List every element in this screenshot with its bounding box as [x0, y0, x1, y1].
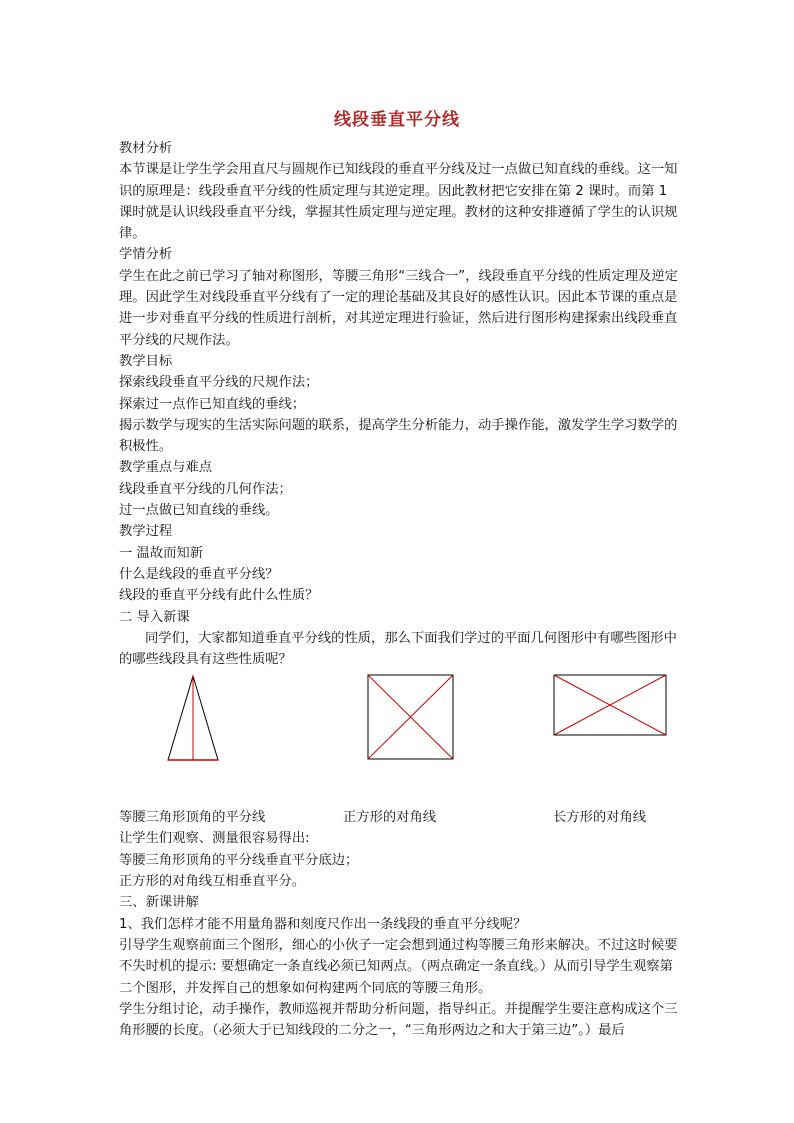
section-heading-process: 教学过程 — [119, 524, 173, 540]
page-title: 线段垂直平分线 — [334, 110, 460, 130]
part2-paragraph: 同学们，大家都知道垂直平分线的性质，那么下面我们学过的平面几何图形中有哪些图形中的哪些线段具有这些性质呢？ — [119, 630, 677, 668]
student-paragraph: 学生在此之前已学习了轴对称图形，等腰三角形“三线合一”，线段垂直平分线的性质定理及逆定理。因此学生对线段垂直平分线有了一定的理论基础及其良好的感性认识。因此本节课的重点是进一步对垂直平分线的性质进行剖析，对其逆定理进行验证，然后进行图形构建探索出线段垂直平分线的尺规作法。 — [119, 268, 678, 348]
observe-item: 正方形的对角线互相垂直平分。 — [119, 874, 306, 890]
square-figure — [367, 674, 455, 762]
observe-item: 等腰三角形顶角的平分线垂直平分底边； — [119, 852, 359, 868]
section-heading-analysis: 教材分析 — [119, 141, 173, 156]
section-heading-goals: 教学目标 — [119, 353, 173, 369]
section-heading-keypoints: 教学重点与难点 — [119, 460, 213, 476]
caption-triangle: 等腰三角形顶角的平分线 — [119, 810, 266, 826]
part3-paragraph: 引导学生观察前面三个图形，细心的小伙子一定会想到通过构等腰三角形来解决。不过这时候要不失时机的提示: 要想确定一条直线必须已知两点。（两点确定一条直线。）从而引导学生观察第二个图形，并发挥自己的想象如何构建两个同底的等腰三角形。 — [119, 937, 678, 996]
keypoint-item: 过一点做已知直线的垂线。 — [119, 503, 279, 519]
caption-square: 正方形的对角线 — [343, 810, 437, 826]
part1-question: 线段的垂直平分线有此什么性质？ — [119, 588, 319, 604]
part1-heading: 一 温故而知新 — [119, 545, 204, 561]
section-heading-student: 学情分析 — [119, 247, 173, 263]
analysis-paragraph: 本节课是让学生学会用直尺与圆规作已知线段的垂直平分线及过一点做已知直线的垂线。这一知识的原理是：线段垂直平分线的性质定理与其逆定理。因此教材把它安排在第 2 课时。而第 1 课时就是认识线段垂直平分线，掌握其性质定理与逆定理。教材的这种安排遵循了学生的认识规律。 — [119, 162, 678, 242]
part3-heading: 三、新课讲解 — [119, 895, 199, 911]
caption-rectangle: 长方形的对角线 — [553, 810, 647, 826]
goal-item: 揭示数学与现实的生活实际问题的联系，提高学生分析能力，动手操作能，激发学生学习数学的积极性。 — [119, 417, 678, 455]
rectangle-figure — [553, 674, 669, 738]
part1-question: 什么是线段的垂直平分线？ — [119, 566, 279, 582]
part3-question: 1、我们怎样才能不用量角器和刻度尺作出一条线段的垂直平分线呢？ — [119, 916, 527, 932]
keypoint-item: 线段垂直平分线的几何作法； — [119, 481, 292, 497]
part3-paragraph: 学生分组讨论，动手操作，教师巡视并帮助分析问题，指导纠正。并提醒学生要注意构成这个三角形腰的长度。（必须大于已知线段的二分之一，“三角形两边之和大于第三边”。）最后 — [119, 1001, 678, 1039]
goal-item: 探索过一点作已知直线的垂线； — [119, 396, 306, 412]
goal-item: 探索线段垂直平分线的尺规作法； — [119, 375, 319, 391]
figure-captions — [119, 807, 679, 828]
observe-intro: 让学生们观察、测量很容易得出: — [119, 831, 310, 847]
part2-heading: 二 导入新课 — [119, 609, 190, 625]
isosceles-triangle-figure — [163, 674, 223, 764]
figures-row — [119, 674, 679, 797]
document-body — [119, 138, 679, 1041]
